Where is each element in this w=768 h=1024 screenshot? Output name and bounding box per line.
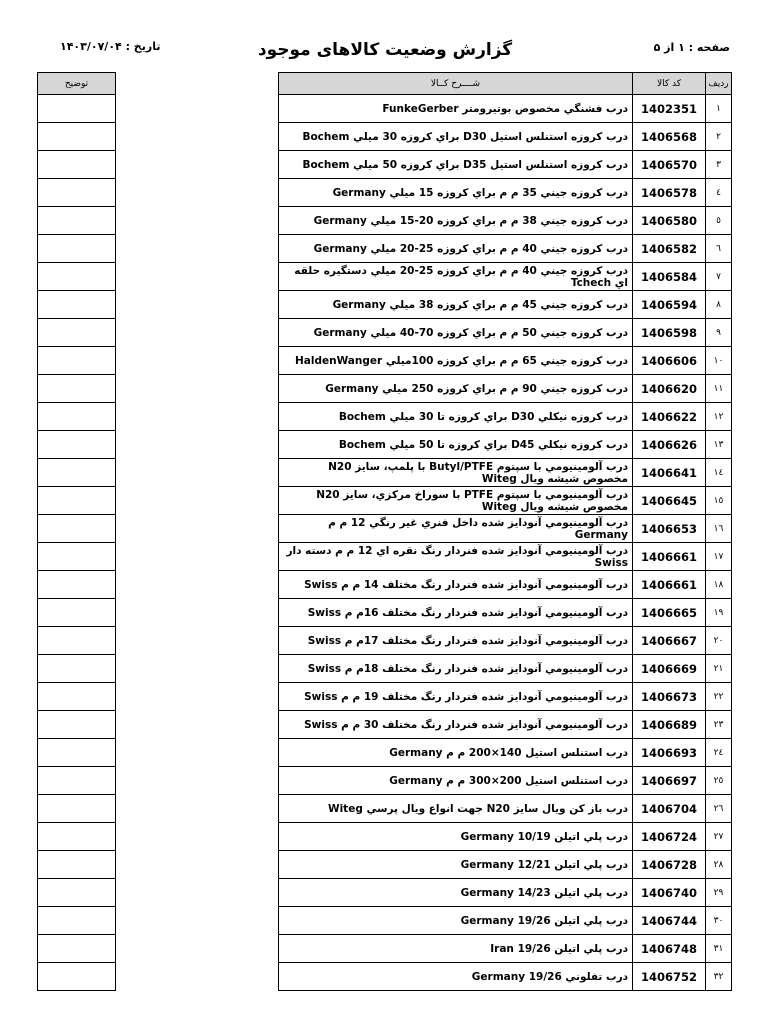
notes-row: [38, 627, 116, 655]
notes-row: [38, 823, 116, 851]
item-description: درب باز کن ويال سايز N20 جهت انواع ويال پرسي Witeg: [279, 795, 633, 823]
item-description: درب پلي اتيلن 10/19 Germany: [279, 823, 633, 851]
notes-row: [38, 95, 116, 123]
table-row: [279, 487, 732, 515]
item-code: 1406594: [633, 291, 706, 319]
item-description: درب کروزه استنلس استيل D35 براي کروزه 50 ميلي Bochem: [279, 151, 633, 179]
item-code: 1406641: [633, 459, 706, 487]
notes-cell: [38, 459, 116, 487]
page-number: صفحه : ۱ از ۵: [653, 41, 730, 54]
item-description: درب کروزه جيني 45 م م براي کروزه 38 ميلي Germany: [279, 291, 633, 319]
col-header-notes: توضیح: [38, 73, 116, 95]
row-number: ۱۳: [706, 431, 732, 459]
notes-row: [38, 179, 116, 207]
table-row: [279, 543, 732, 571]
item-code: 1406704: [633, 795, 706, 823]
row-number: ۳۲: [706, 963, 732, 991]
notes-cell: [38, 123, 116, 151]
row-number: ۲۹: [706, 879, 732, 907]
table-row: [279, 431, 732, 459]
item-code: 1406598: [633, 319, 706, 347]
row-number: ۱٦: [706, 515, 732, 543]
item-description: درب فشنگي مخصوص بوتيرومتر FunkeGerber: [279, 95, 633, 123]
row-number: ۲٦: [706, 795, 732, 823]
item-description: درب پلي اتيلن 14/23 Germany: [279, 879, 633, 907]
table-row: [279, 879, 732, 907]
notes-table: [37, 72, 116, 991]
item-code: 1406620: [633, 375, 706, 403]
item-code: 1406568: [633, 123, 706, 151]
row-number: ۱۱: [706, 375, 732, 403]
table-row: [279, 711, 732, 739]
notes-row: [38, 319, 116, 347]
notes-header-row: [38, 73, 116, 95]
table-row: [279, 851, 732, 879]
row-number: ۳: [706, 151, 732, 179]
item-code: 1406697: [633, 767, 706, 795]
table-row: [279, 823, 732, 851]
notes-cell: [38, 935, 116, 963]
item-description: درب استنلس استيل 200×300 م م Germany: [279, 767, 633, 795]
table-row: [279, 935, 732, 963]
table-row: [279, 459, 732, 487]
report-date: تاریخ : ۱۴۰۳/۰۷/۰۴: [60, 40, 161, 53]
table-row: [279, 515, 732, 543]
notes-row: [38, 431, 116, 459]
notes-row: [38, 935, 116, 963]
item-description: درب آلومينيومي آنودايز شده فنردار رنگ مختلف 14 م م Swiss: [279, 571, 633, 599]
item-code: 1406661: [633, 571, 706, 599]
table-row: [279, 291, 732, 319]
item-code: 1406578: [633, 179, 706, 207]
row-number: ۲٤: [706, 739, 732, 767]
item-description: درب آلومينيومي با سپتوم PTFE با سوراخ مرکزي، سايز N20 مخصوص شيشه ويال Witeg: [279, 487, 633, 515]
notes-row: [38, 263, 116, 291]
table-row: [279, 123, 732, 151]
inventory-table-body: [279, 95, 732, 991]
row-number: ۸: [706, 291, 732, 319]
notes-row: [38, 851, 116, 879]
item-description: درب کروزه استنلس استيل D30 براي کروزه 30 ميلي Bochem: [279, 123, 633, 151]
row-number: ۲۸: [706, 851, 732, 879]
notes-row: [38, 907, 116, 935]
row-number: ۲۲: [706, 683, 732, 711]
item-description: درب کروزه جيني 40 م م براي کروزه 25-20 ميلي Germany: [279, 235, 633, 263]
item-description: درب کروزه نيکلي D30 براي کروزه تا 30 ميلي Bochem: [279, 403, 633, 431]
item-description: درب کروزه نيکلي D45 براي کروزه تا 50 ميلي Bochem: [279, 431, 633, 459]
item-code: 1406582: [633, 235, 706, 263]
item-code: 1406645: [633, 487, 706, 515]
item-description: درب آلومينيومي آنودايز شده فنردار رنگ مختلف 16م م Swiss: [279, 599, 633, 627]
row-number: ۱٤: [706, 459, 732, 487]
table-row: [279, 375, 732, 403]
notes-cell: [38, 263, 116, 291]
table-row: [279, 95, 732, 123]
notes-cell: [38, 571, 116, 599]
notes-cell: [38, 683, 116, 711]
item-code: 1406740: [633, 879, 706, 907]
table-row: [279, 655, 732, 683]
notes-cell: [38, 963, 116, 991]
table-row: [279, 319, 732, 347]
item-code: 1406580: [633, 207, 706, 235]
item-description: درب پلي اتيلن 19/26 Iran: [279, 935, 633, 963]
table-row: [279, 179, 732, 207]
notes-cell: [38, 95, 116, 123]
table-header-row: [279, 73, 732, 95]
row-number: ۱٥: [706, 487, 732, 515]
notes-row: [38, 879, 116, 907]
item-code: 1406673: [633, 683, 706, 711]
notes-cell: [38, 431, 116, 459]
notes-row: [38, 375, 116, 403]
notes-row: [38, 767, 116, 795]
table-row: [279, 347, 732, 375]
row-number: ۲۱: [706, 655, 732, 683]
notes-row: [38, 739, 116, 767]
notes-cell: [38, 711, 116, 739]
item-code: 1406653: [633, 515, 706, 543]
col-header-description: شــــرح کــالا: [279, 73, 633, 95]
notes-cell: [38, 907, 116, 935]
item-code: 1406626: [633, 431, 706, 459]
notes-cell: [38, 319, 116, 347]
col-header-code: کد کالا: [633, 73, 706, 95]
item-description: درب آلومينيومي آنودايز شده داخل فنري غير رنگي 12 م م Germany: [279, 515, 633, 543]
notes-row: [38, 795, 116, 823]
item-code: 1406622: [633, 403, 706, 431]
item-description: درب آلومينيومي با سپتوم Butyl/PTFE با پلمپ، سايز N20 مخصوص شيشه ويال Witeg: [279, 459, 633, 487]
item-code: 1406669: [633, 655, 706, 683]
notes-cell: [38, 851, 116, 879]
item-description: درب کروزه جيني 65 م م براي کروزه 100ميلي HaldenWanger: [279, 347, 633, 375]
row-number: ۱۹: [706, 599, 732, 627]
notes-cell: [38, 487, 116, 515]
item-code: 1406584: [633, 263, 706, 291]
row-number: ۱۷: [706, 543, 732, 571]
notes-cell: [38, 795, 116, 823]
item-description: درب آلومينيومي آنودايز شده فنردار رنگ مختلف 17م م Swiss: [279, 627, 633, 655]
notes-row: [38, 151, 116, 179]
row-number: ۳۰: [706, 907, 732, 935]
item-code: 1406570: [633, 151, 706, 179]
table-row: [279, 263, 732, 291]
item-description: درب کروزه جيني 50 م م براي کروزه 70-40 ميلي Germany: [279, 319, 633, 347]
notes-cell: [38, 655, 116, 683]
row-number: ٥: [706, 207, 732, 235]
notes-cell: [38, 179, 116, 207]
notes-row: [38, 459, 116, 487]
table-row: [279, 963, 732, 991]
item-code: 1406728: [633, 851, 706, 879]
notes-cell: [38, 375, 116, 403]
item-code: 1406667: [633, 627, 706, 655]
notes-row: [38, 711, 116, 739]
notes-row: [38, 403, 116, 431]
notes-row: [38, 599, 116, 627]
table-row: [279, 795, 732, 823]
row-number: ۱۲: [706, 403, 732, 431]
item-code: 1406748: [633, 935, 706, 963]
notes-cell: [38, 235, 116, 263]
notes-row: [38, 543, 116, 571]
notes-cell: [38, 543, 116, 571]
notes-row: [38, 347, 116, 375]
notes-row: [38, 487, 116, 515]
table-row: [279, 599, 732, 627]
notes-cell: [38, 347, 116, 375]
report-title: گزارش وضعیت کالاهای موجود: [257, 40, 513, 60]
row-number: ۲۷: [706, 823, 732, 851]
table-row: [279, 907, 732, 935]
item-code: 1406724: [633, 823, 706, 851]
table-row: [279, 235, 732, 263]
item-description: درب کروزه جيني 90 م م براي کروزه 250 ميلي Germany: [279, 375, 633, 403]
notes-row: [38, 571, 116, 599]
row-number: ۹: [706, 319, 732, 347]
table-row: [279, 739, 732, 767]
notes-cell: [38, 207, 116, 235]
notes-row: [38, 207, 116, 235]
notes-row: [38, 683, 116, 711]
notes-row: [38, 655, 116, 683]
row-number: ۲۰: [706, 627, 732, 655]
item-code: 1402351: [633, 95, 706, 123]
row-number: ۱۰: [706, 347, 732, 375]
table-row: [279, 207, 732, 235]
notes-cell: [38, 291, 116, 319]
item-description: درب پلي اتيلن 12/21 Germany: [279, 851, 633, 879]
notes-row: [38, 123, 116, 151]
notes-cell: [38, 151, 116, 179]
item-description: درب کروزه جيني 38 م م براي کروزه 20-15 ميلي Germany: [279, 207, 633, 235]
item-description: درب پلي اتيلن 19/26 Germany: [279, 907, 633, 935]
table-row: [279, 571, 732, 599]
notes-cell: [38, 739, 116, 767]
item-description: درب استنلس استيل 140×200 م م Germany: [279, 739, 633, 767]
notes-cell: [38, 823, 116, 851]
row-number: ٤: [706, 179, 732, 207]
notes-row: [38, 291, 116, 319]
item-code: 1406689: [633, 711, 706, 739]
notes-cell: [38, 627, 116, 655]
table-row: [279, 627, 732, 655]
notes-row: [38, 235, 116, 263]
item-description: درب آلومينيومي آنودايز شده فنردار رنگ نقره اي 12 م م دسته دار Swiss: [279, 543, 633, 571]
item-code: 1406744: [633, 907, 706, 935]
item-code: 1406661: [633, 543, 706, 571]
row-number: ۱۸: [706, 571, 732, 599]
row-number: ۱: [706, 95, 732, 123]
notes-cell: [38, 879, 116, 907]
row-number: ۳۱: [706, 935, 732, 963]
row-number: ۲٥: [706, 767, 732, 795]
row-number: ۷: [706, 263, 732, 291]
table-row: [279, 403, 732, 431]
table-row: [279, 151, 732, 179]
item-description: درب آلومينيومي آنودايز شده فنردار رنگ مختلف 18م م Swiss: [279, 655, 633, 683]
row-number: ٦: [706, 235, 732, 263]
table-row: [279, 683, 732, 711]
item-code: 1406665: [633, 599, 706, 627]
item-description: درب آلومينيومي آنودايز شده فنردار رنگ مختلف 19 م م Swiss: [279, 683, 633, 711]
notes-cell: [38, 515, 116, 543]
notes-row: [38, 963, 116, 991]
item-description: درب کروزه جيني 40 م م براي کروزه 25-20 ميلي دستگيره حلقه اي Tchech: [279, 263, 633, 291]
notes-cell: [38, 403, 116, 431]
item-code: 1406693: [633, 739, 706, 767]
item-code: 1406752: [633, 963, 706, 991]
notes-cell: [38, 599, 116, 627]
notes-table-body: [38, 95, 116, 991]
row-number: ۲: [706, 123, 732, 151]
col-header-row-number: ردیف: [706, 73, 732, 95]
notes-cell: [38, 767, 116, 795]
inventory-table: [278, 72, 732, 991]
table-row: [279, 767, 732, 795]
row-number: ۲۳: [706, 711, 732, 739]
item-description: درب آلومينيومي آنودايز شده فنردار رنگ مختلف 30 م م Swiss: [279, 711, 633, 739]
item-description: درب تفلوني 19/26 Germany: [279, 963, 633, 991]
notes-row: [38, 515, 116, 543]
item-code: 1406606: [633, 347, 706, 375]
item-description: درب کروزه جيني 35 م م براي کروزه 15 ميلي Germany: [279, 179, 633, 207]
